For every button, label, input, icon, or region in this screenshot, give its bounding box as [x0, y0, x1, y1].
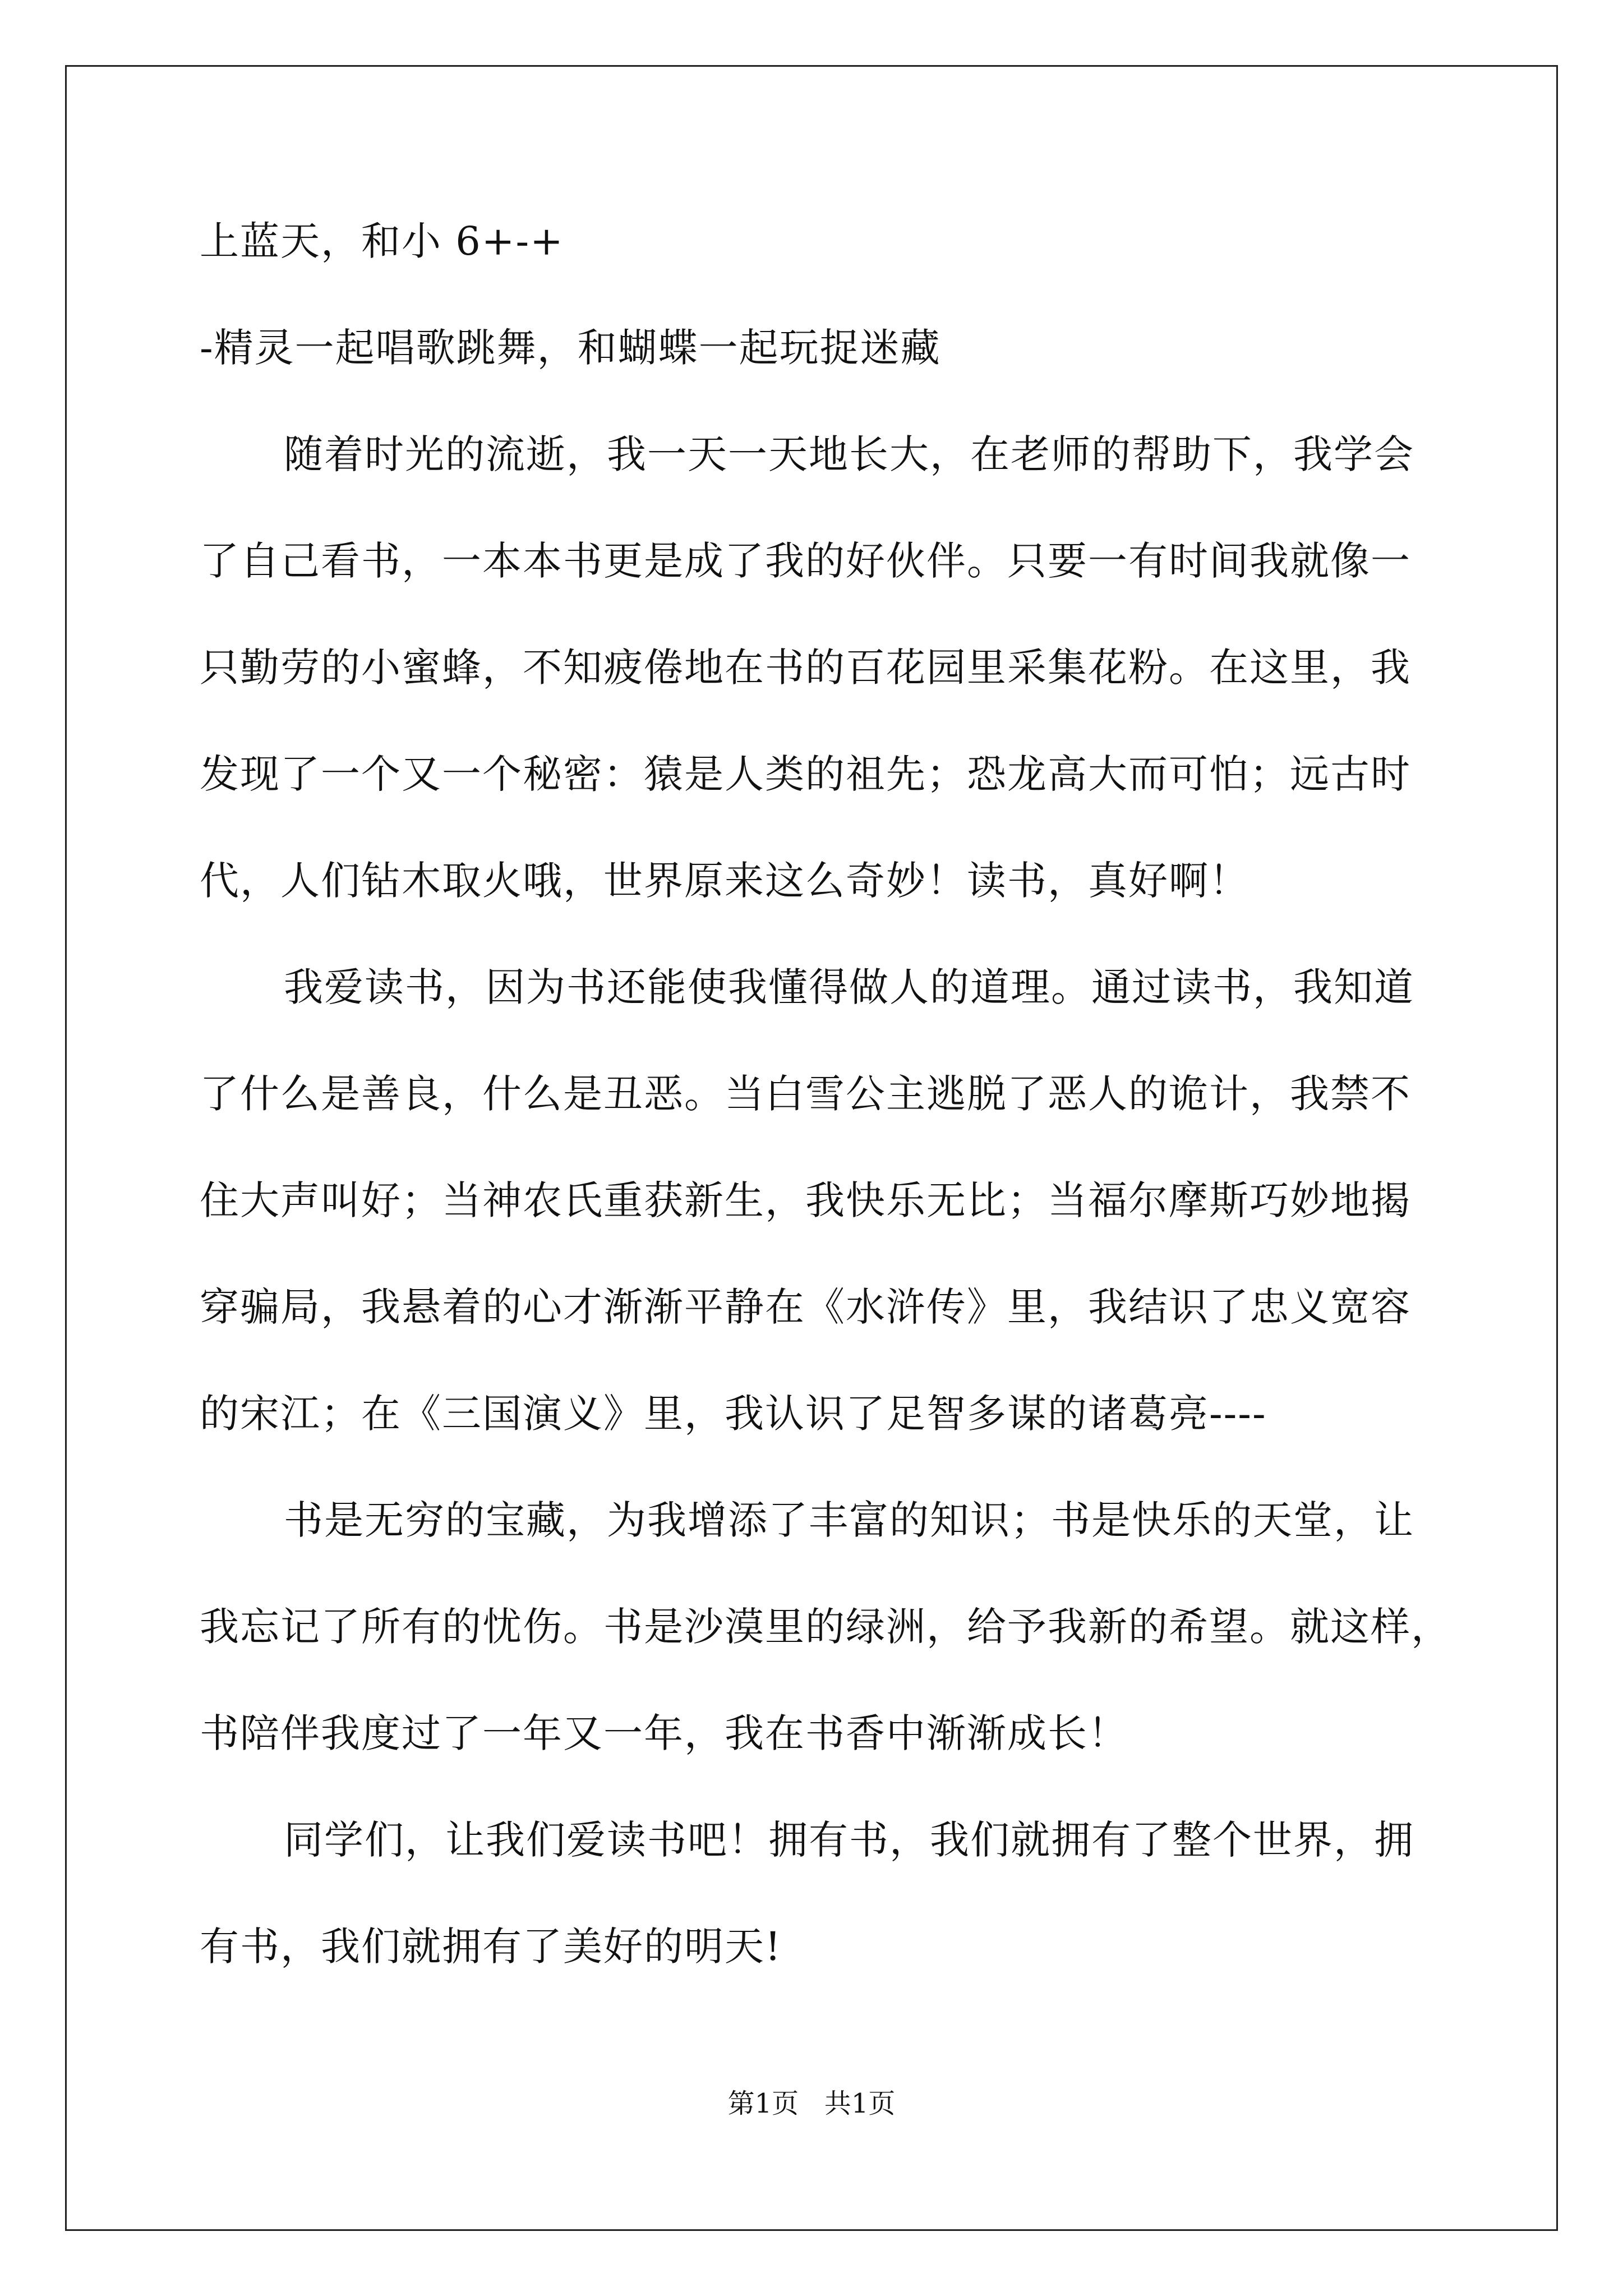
- text-line: 书陪伴我度过了一年又一年，我在书香中渐渐成长！: [200, 1710, 1128, 1756]
- text-line: 住大声叫好；当神农氏重获新生，我快乐无比；当福尔摩斯巧妙地揭: [200, 1177, 1411, 1223]
- text-line: 我忘记了所有的忧伤。书是沙漠里的绿洲，给予我新的希望。就这样，: [200, 1604, 1451, 1650]
- page-border: [65, 65, 1558, 2231]
- text-line: 的宋江；在《三国演义》里，我认识了足智多谋的诸葛亮----: [200, 1391, 1267, 1437]
- paragraph-start-line: 同学们，让我们爱读书吧！拥有书，我们就拥有了整个世界，拥: [284, 1817, 1414, 1863]
- text-line: 发现了一个又一个秘密：猿是人类的祖先；恐龙高大而可怕；远古时: [200, 751, 1411, 797]
- paragraph-start-line: 随着时光的流逝，我一天一天地长大，在老师的帮助下，我学会: [284, 431, 1414, 477]
- text-line: 上蓝天，和小 6+-+: [200, 218, 564, 264]
- text-line: -精灵一起唱歌跳舞，和蝴蝶一起玩捉迷藏: [200, 325, 941, 371]
- text-line: 了什么是善良，什么是丑恶。当白雪公主逃脱了恶人的诡计，我禁不: [200, 1071, 1411, 1117]
- page-footer: 第1页 共1页: [727, 2088, 896, 2119]
- text-line: 代，人们钻木取火哦，世界原来这么奇妙！读书，真好啊！: [200, 858, 1249, 904]
- paragraph-start-line: 我爱读书，因为书还能使我懂得做人的道理。通过读书，我知道: [284, 964, 1414, 1010]
- text-line: 只勤劳的小蜜蜂，不知疲倦地在书的百花园里采集花粉。在这里，我: [200, 645, 1411, 691]
- paragraph-start-line: 书是无穷的宝藏，为我增添了丰富的知识；书是快乐的天堂，让: [284, 1497, 1414, 1543]
- text-line: 有书，我们就拥有了美好的明天!: [200, 1924, 782, 1970]
- text-line: 了自己看书，一本本书更是成了我的好伙伴。只要一有时间我就像一: [200, 538, 1411, 584]
- text-line: 穿骗局，我悬着的心才渐渐平静在《水浒传》里，我结识了忠义宽容: [200, 1284, 1411, 1330]
